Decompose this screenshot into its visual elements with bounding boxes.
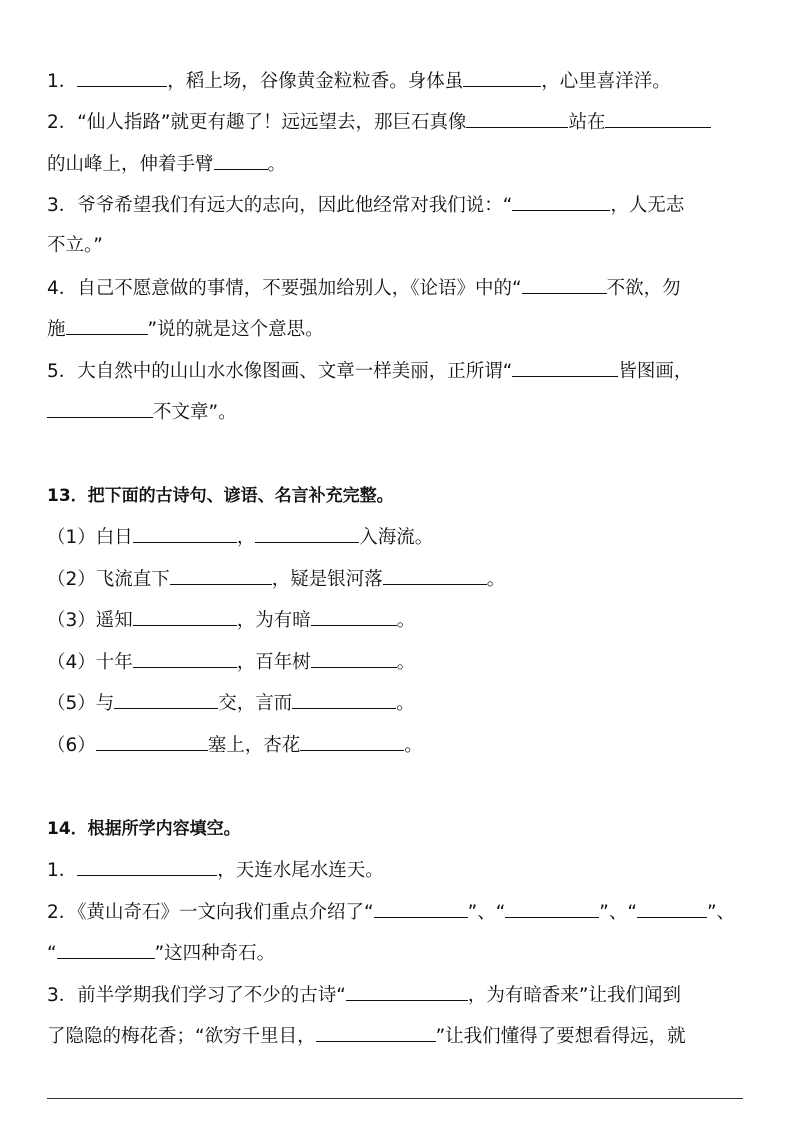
fill-line-9: 不文章”。: [47, 399, 237, 426]
blank[interactable]: [505, 899, 599, 918]
q13-item-6: （6） 塞上，杏花 。: [47, 732, 423, 759]
blank[interactable]: [214, 151, 268, 170]
fill-line-5: 不立。”: [47, 235, 103, 256]
footer-divider: [47, 1098, 743, 1099]
blank[interactable]: [300, 732, 404, 751]
q13-item-2: （2）飞流直下 ，疑是银河落 。: [47, 566, 505, 593]
fill-line-8: 5．大自然中的山山水水像图画、文章一样美丽，正所谓“ 皆图画，: [47, 358, 692, 385]
question-13-title: 13．把下面的古诗句、谚语、名言补充完整。: [47, 486, 394, 506]
blank[interactable]: [466, 109, 568, 128]
fill-line-3: 的山峰上，伸着手臂 。: [47, 151, 286, 178]
blank[interactable]: [512, 358, 618, 377]
blank[interactable]: [374, 899, 468, 918]
blank[interactable]: [522, 275, 607, 294]
q13-item-3: （3）遥知 ，为有暗 。: [47, 607, 415, 634]
blank[interactable]: [47, 399, 153, 418]
q13-item-5: （5）与 交，言而 。: [47, 690, 415, 717]
blank[interactable]: [77, 857, 217, 876]
blank[interactable]: [316, 1023, 436, 1042]
blank[interactable]: [133, 607, 237, 626]
fill-line-6: 4．自己不愿意做的事情，不要强加给别人，《论语》中的“ 不欲，勿: [47, 275, 681, 302]
fill-line-7: 施 ”说的就是这个意思。: [47, 316, 324, 343]
q13-item-4: （4）十年 ，百年树 。: [47, 649, 415, 676]
q13-item-1: （1）白日 ， 入海流。: [47, 524, 433, 551]
q14-line-2: 2．《黄山奇石》一文向我们重点介绍了“ ”、“ ”、“ ”、: [47, 899, 735, 926]
question-14-title: 14．根据所学内容填空。: [47, 819, 241, 839]
fill-line-1: 1． ，稻上场，谷像黄金粒粒香。身体虽 ，心里喜洋洋。: [47, 68, 671, 95]
fill-line-2: 2．“仙人指路”就更有趣了！远远望去，那巨石真像 站在: [47, 109, 711, 136]
blank[interactable]: [383, 566, 487, 585]
blank[interactable]: [311, 649, 397, 668]
blank[interactable]: [133, 649, 237, 668]
blank[interactable]: [170, 566, 272, 585]
blank[interactable]: [637, 899, 707, 918]
blank[interactable]: [512, 192, 610, 211]
fill-line-4: 3．爷爷希望我们有远大的志向，因此他经常对我们说：“ ，人无志: [47, 192, 684, 219]
blank[interactable]: [255, 524, 359, 543]
blank[interactable]: [463, 68, 541, 87]
blank[interactable]: [292, 690, 396, 709]
blank[interactable]: [77, 68, 167, 87]
blank[interactable]: [605, 109, 711, 128]
blank[interactable]: [346, 982, 468, 1001]
blank[interactable]: [114, 690, 218, 709]
q14-line-3: “ ”这四种奇石。: [47, 940, 275, 967]
blank[interactable]: [96, 732, 208, 751]
blank[interactable]: [66, 316, 148, 335]
blank[interactable]: [133, 524, 237, 543]
q14-line-4: 3．前半学期我们学习了不少的古诗“ ，为有暗香来”让我们闻到: [47, 982, 681, 1009]
q14-line-5: 了隐隐的梅花香；“欲穷千里目， ”让我们懂得了要想看得远，就: [47, 1023, 686, 1050]
blank[interactable]: [311, 607, 397, 626]
blank[interactable]: [57, 940, 155, 959]
q14-line-1: 1． ，天连水尾水连天。: [47, 857, 384, 884]
